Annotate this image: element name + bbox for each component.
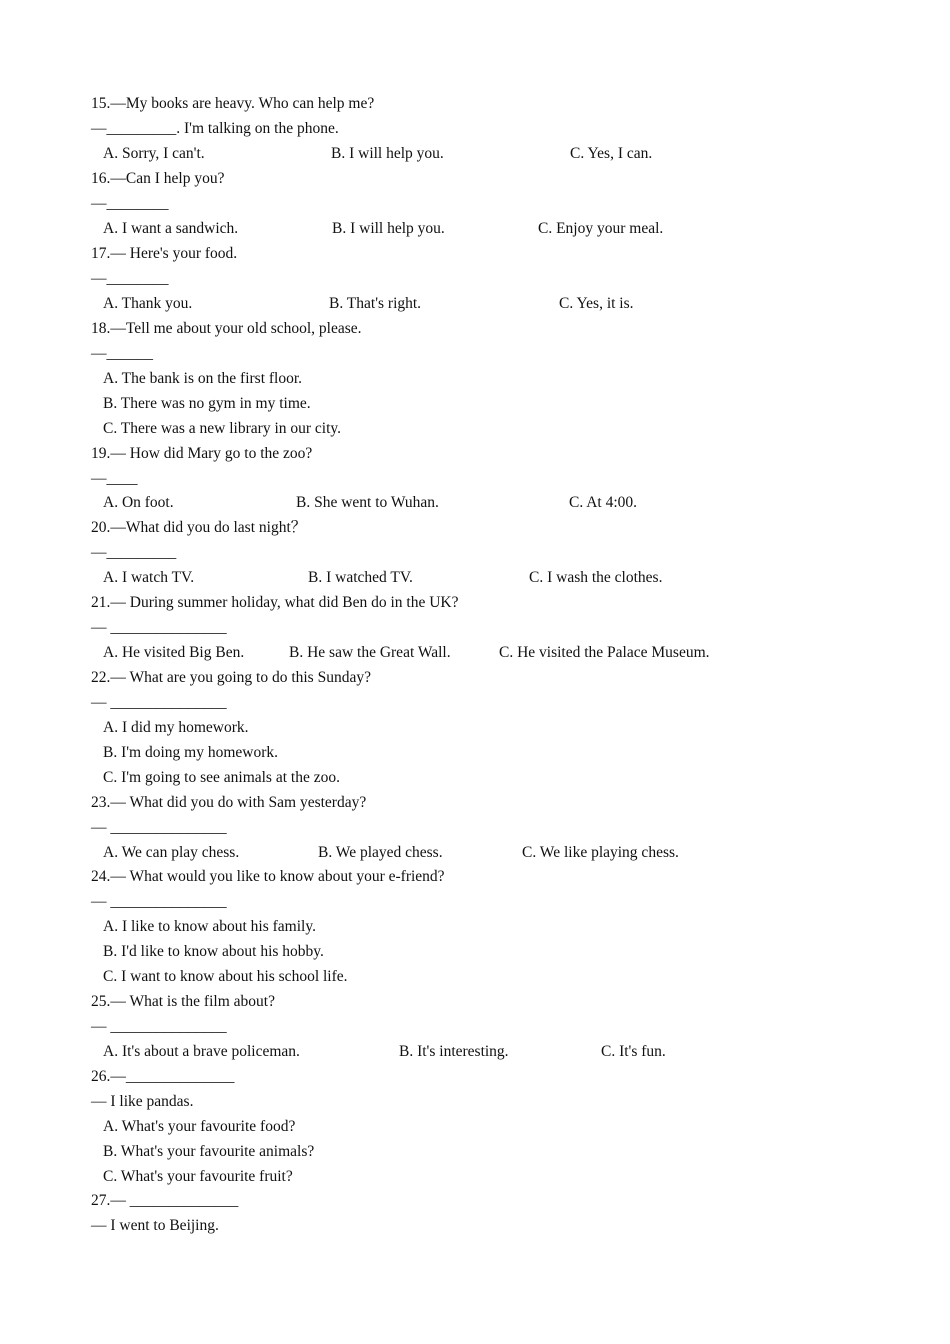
question-stem: 22.— What are you going to do this Sunday? [91,669,371,686]
answer-blank: — _______________ [91,619,227,636]
option-b: B. We played chess. [318,844,443,861]
option-b: B. He saw the Great Wall. [289,644,451,661]
question-stem: 18.—Tell me about your old school, please. [91,320,362,337]
option-b: B. I'm doing my homework. [103,744,279,761]
question-stem: 24.— What would you like to know about your e-friend? [91,868,445,885]
option-a: A. We can play chess. [103,844,240,861]
option-c: C. Yes, it is. [559,295,634,312]
option-c: C. Yes, I can. [570,145,653,162]
option-c: C. What's your favourite fruit? [103,1168,293,1185]
option-c: C. It's fun. [601,1043,666,1060]
question-stem: 25.— What is the film about? [91,993,275,1010]
option-b: B. She went to Wuhan. [296,494,439,511]
option-c: C. There was a new library in our city. [103,420,342,437]
question-stem: 27.— ______________ [91,1192,239,1209]
answer-blank: — _______________ [91,819,227,836]
option-a: A. Thank you. [103,295,193,312]
option-b: B. I will help you. [332,220,445,237]
question-stem: 21.— During summer holiday, what did Ben do in the UK? [91,594,459,611]
option-a: A. I like to know about his family. [103,918,316,935]
answer-blank: —_________ [91,544,177,561]
option-b: B. That's right. [329,295,422,312]
option-c: C. We like playing chess. [522,844,679,861]
answer-blank: — _______________ [91,893,227,910]
option-a: A. What's your favourite food? [103,1118,296,1135]
option-b: B. What's your favourite animals? [103,1143,315,1160]
question-stem: 23.— What did you do with Sam yesterday? [91,794,367,811]
option-b: B. It's interesting. [399,1043,509,1060]
option-c: C. I want to know about his school life. [103,968,348,985]
question-stem: 16.—Can I help you? [91,170,225,187]
question-stem: 17.— Here's your food. [91,245,238,262]
option-b: B. There was no gym in my time. [103,395,311,412]
option-b: B. I watched TV. [308,569,413,586]
question-stem: 15.—My books are heavy. Who can help me? [91,95,375,112]
option-a: A. I want a sandwich. [103,220,239,237]
answer-line: — I like pandas. [91,1093,194,1110]
option-b: B. I will help you. [331,145,444,162]
answer-blank: —________ [91,270,169,287]
question-stem: 19.— How did Mary go to the zoo? [91,445,313,462]
option-a: A. He visited Big Ben. [103,644,245,661]
answer-line: — I went to Beijing. [91,1217,219,1234]
answer-blank: —_________. I'm talking on the phone. [91,120,339,137]
option-a: A. I did my homework. [103,719,249,736]
answer-blank: — _______________ [91,1018,227,1035]
option-a: A. On foot. [103,494,174,511]
option-c: C. Enjoy your meal. [538,220,664,237]
option-a: A. It's about a brave policeman. [103,1043,300,1060]
option-c: C. I'm going to see animals at the zoo. [103,769,340,786]
option-a: A. The bank is on the first floor. [103,370,303,387]
option-a: A. I watch TV. [103,569,195,586]
option-a: A. Sorry, I can't. [103,145,205,162]
question-stem: 26.—______________ [91,1068,235,1085]
option-c: C. I wash the clothes. [529,569,663,586]
option-c: C. He visited the Palace Museum. [499,644,710,661]
question-stem: 20.—What did you do last night？ [91,519,307,536]
answer-blank: —______ [91,345,153,362]
option-b: B. I'd like to know about his hobby. [103,943,324,960]
answer-blank: —________ [91,195,169,212]
answer-blank: — _______________ [91,694,227,711]
answer-blank: —____ [91,470,138,487]
option-c: C. At 4:00. [569,494,638,511]
